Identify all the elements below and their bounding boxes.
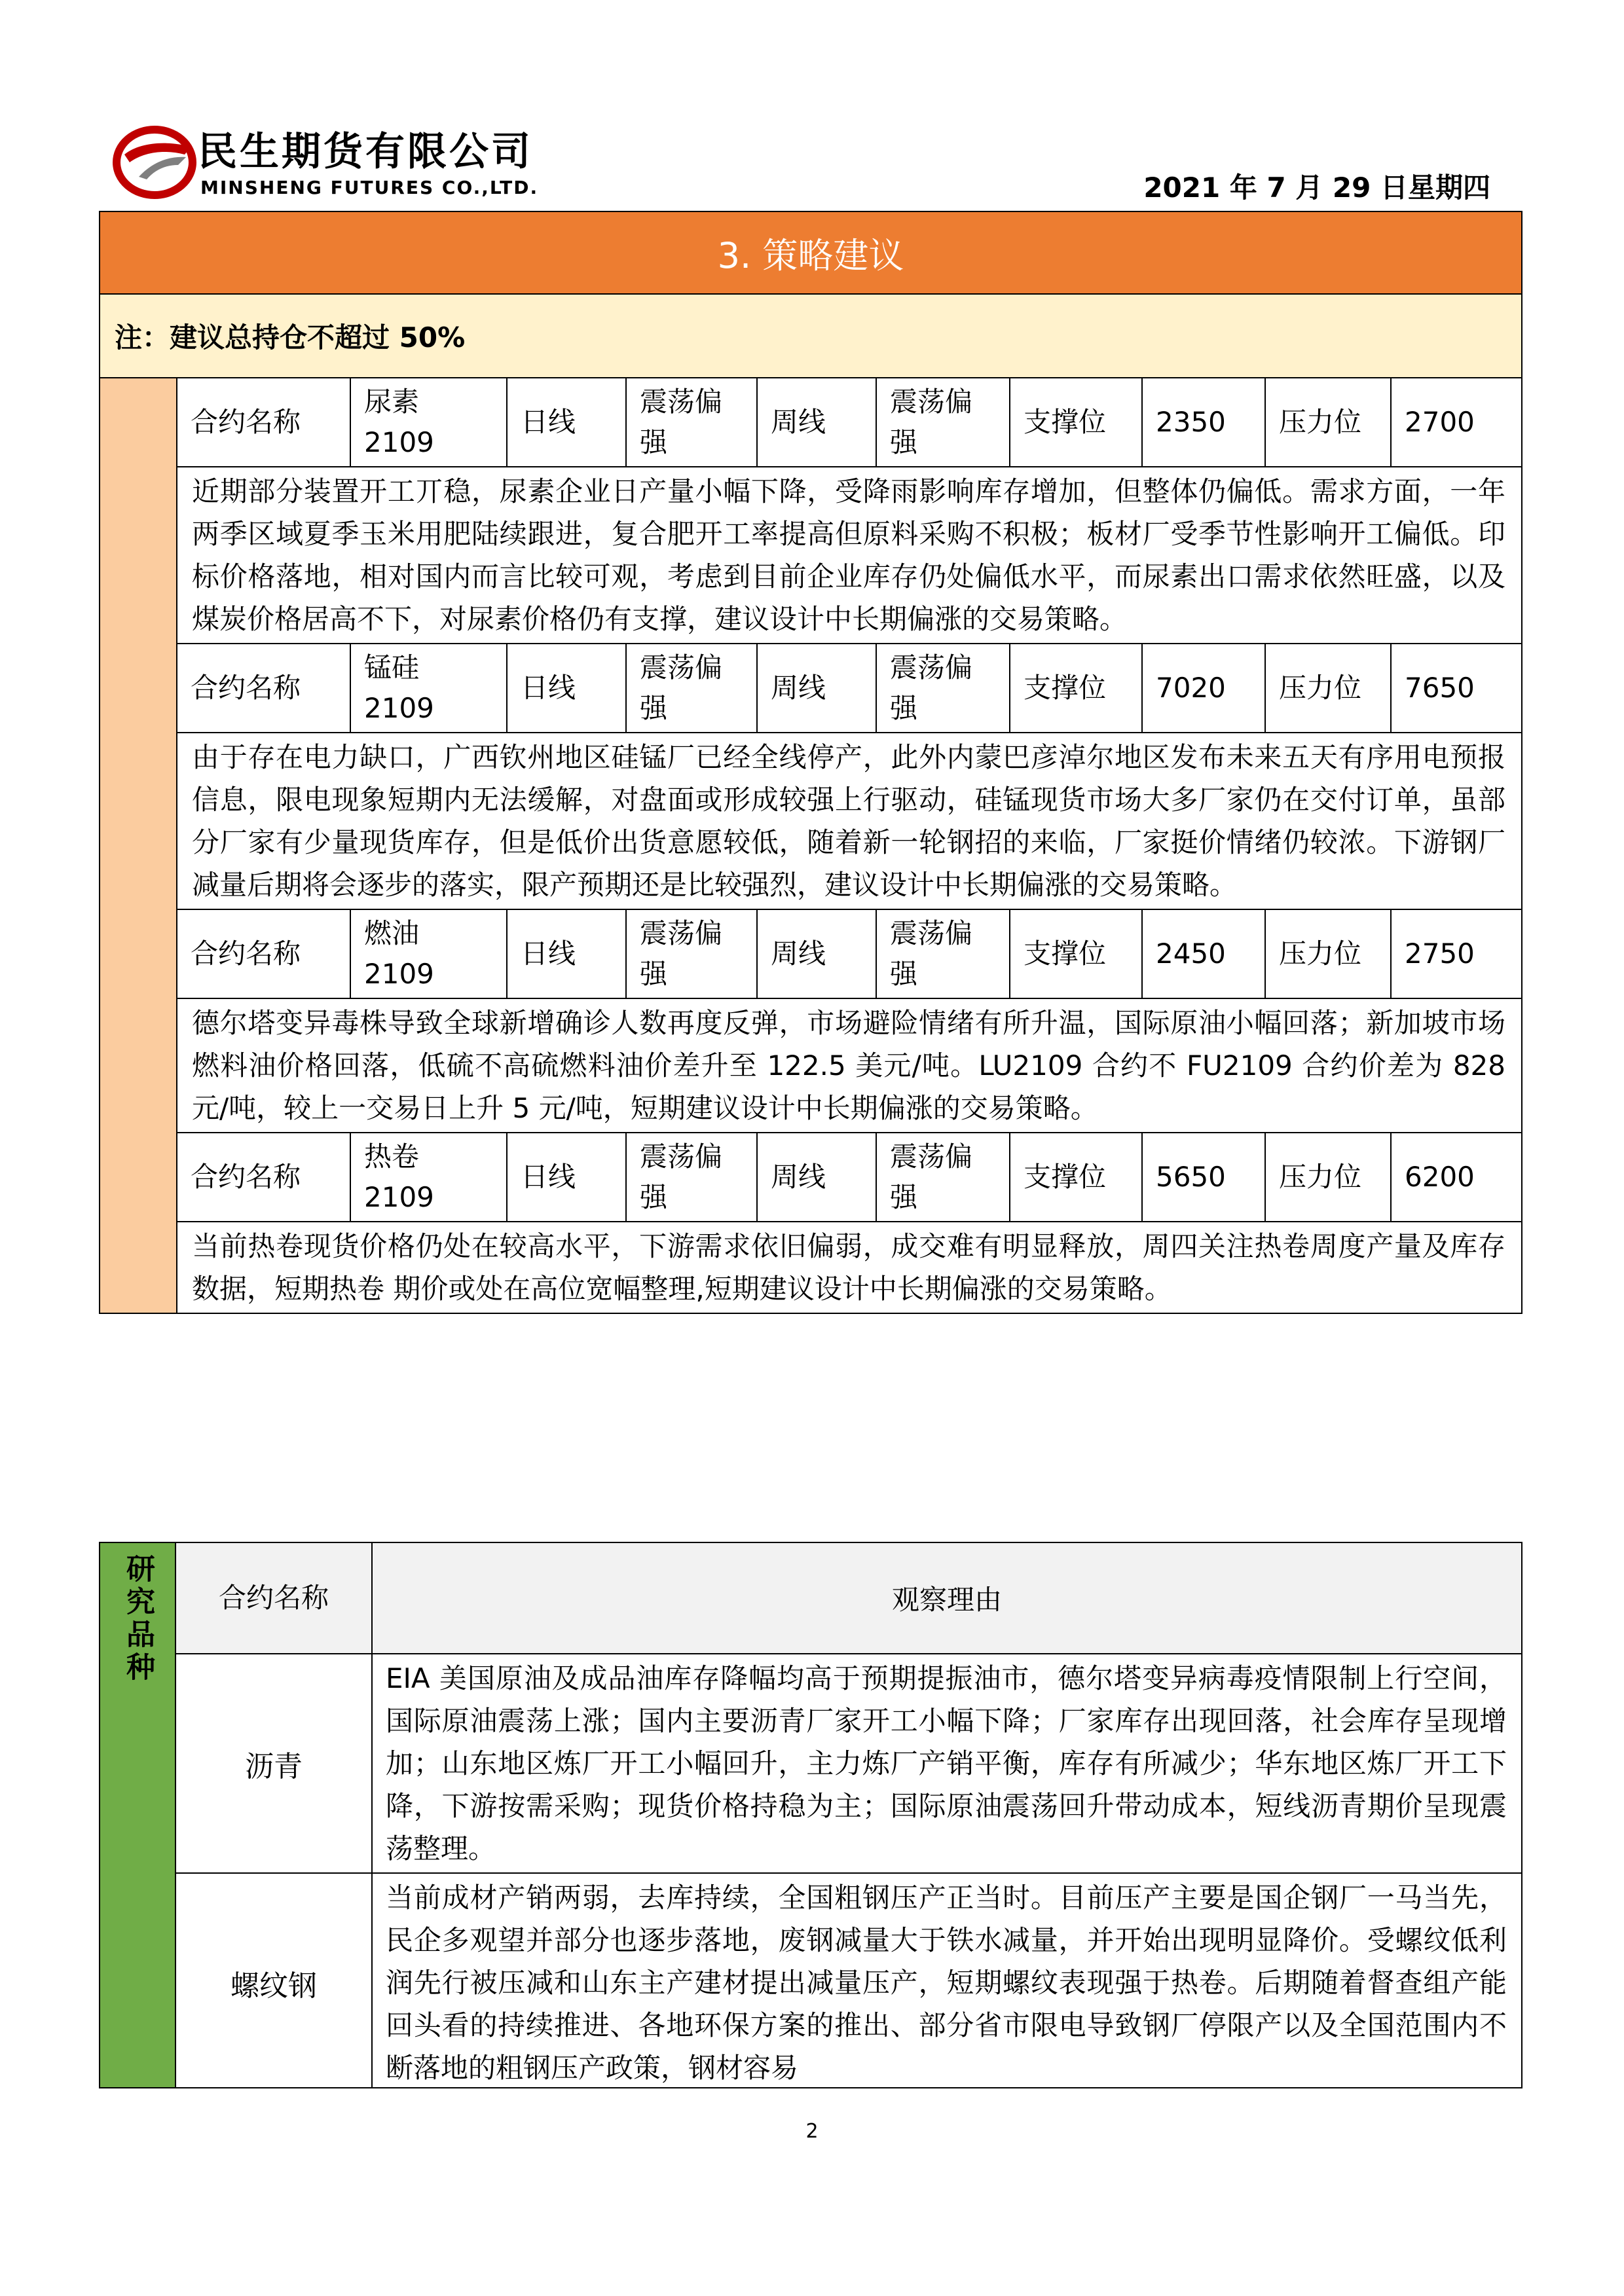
contract-name: 热卷 2109 (351, 1133, 507, 1221)
contract-row (177, 644, 1521, 733)
contract-name: 尿素 2109 (351, 378, 507, 466)
col-header-reason: 观察理由 (891, 1584, 1002, 1616)
label-contract-name: 合约名称 (177, 910, 351, 998)
company-logo (113, 115, 584, 207)
pressure-level: 7650 (1405, 672, 1475, 704)
label-daily: 日线 (507, 1133, 627, 1221)
research-contract-name: 螺纹钢 (176, 1874, 373, 2088)
label-support: 支撑位 (1010, 910, 1143, 998)
strategy-description: 近期部分装置开工丌稳，尿素企业日产量小幅下降，受降雨影响库存增加，但整体仍偏低。需求方面，一年两季区域夏季玉米用肥陆续跟进，复合肥开工率提高但原料采购不积极；板材厂受季节性影响开工偏低。印标价格落地，相对国内而言比较可观，考虑到目前企业库存仍处偏低水平，而尿素出口需求依然旺盛，以及煤炭价格居高不下，对尿素价格仍有支撑，建议设计中长期偏涨的交易策略。 (177, 467, 1521, 644)
report-date: 2021 年 7 月 29 日星期四 (1143, 172, 1490, 204)
label-daily: 日线 (507, 644, 627, 732)
strategy-side-bar (100, 378, 177, 1313)
weekly-trend: 震荡偏强 (877, 378, 1010, 466)
daily-trend: 震荡偏强 (627, 378, 758, 466)
strategy-item (177, 378, 1521, 644)
strategy-item (177, 644, 1521, 910)
research-side-bar (100, 1543, 176, 2087)
research-row (176, 1874, 1521, 2088)
label-pressure: 压力位 (1266, 644, 1392, 732)
weekly-trend: 震荡偏强 (877, 1133, 1010, 1221)
pressure-level: 2750 (1405, 938, 1475, 970)
page-number: 2 (805, 2120, 819, 2143)
company-name-en: MINSHENG FUTURES CO.,LTD. (200, 177, 539, 198)
research-reason: EIA 美国原油及成品油库存降幅均高于预期提振油市，德尔塔变异病毒疫情限制上行空间， 国际原油震荡上涨；国内主要沥青厂家开工小幅下降；厂家库存出现回落，社会库存呈现增 加；山东地区炼厂开工小幅回升，主力炼厂产销平衡，库存有所减少；华东地区炼厂开工下 降，下游按需采购；现货价格持稳为主；国际原油震荡回升带动成本，短线沥青期价呈现震荡整理。 (386, 1662, 1507, 1865)
strategy-title: 3. 策略建议 (99, 211, 1522, 295)
label-daily: 日线 (507, 378, 627, 466)
label-daily: 日线 (507, 910, 627, 998)
label-weekly: 周线 (758, 1133, 877, 1221)
weekly-trend: 震荡偏强 (877, 910, 1010, 998)
research-table (99, 1542, 1522, 2088)
strategy-description: 由于存在电力缺口，广西钦州地区硅锰厂已经全线停产，此外内蒙巴彦淖尔地区发布未来五天有序用电预报信息，限电现象短期内无法缓解，对盘面或形成较强上行驱动，硅锰现货市场大多厂家仍在交付订单，虽部分厂家有少量现货库存，但是低价出货意愿较低，随着新一轮钢招的来临，厂家挺价情绪仍较浓。下游钢厂减量后期将会逐步的落实，限产预期还是比较强烈，建议设计中长期偏涨的交易策略。 (177, 733, 1521, 910)
daily-trend: 震荡偏强 (627, 1133, 758, 1221)
support-level: 2350 (1143, 378, 1266, 466)
label-pressure: 压力位 (1266, 378, 1392, 466)
research-reason: 当前成材产销两弱，去库持续，全国粗钢压产正当时。目前压产主要是国企钢厂一马当先，民企多观望并部分也逐步落地，废钢减量大于铁水减量，并开始出现明显降价。受螺纹低利润先行被压减和山东主产建材提出减量压产，短期螺纹表现强于热卷。后期随着督查组产能回头看的持续推进、各地环保方案的推出、部分省市限电导致钢厂停限产以及全国范围内不断落地的粗钢压产政策，钢材容易 (386, 1882, 1507, 2084)
col-header-contract: 合约名称 (176, 1543, 373, 1653)
strategy-note: 注：建议总持仓不超过 50% (99, 295, 1522, 378)
weekly-trend: 震荡偏强 (877, 644, 1010, 732)
label-weekly: 周线 (758, 378, 877, 466)
research-row (176, 1654, 1521, 1874)
strategy-item (177, 1133, 1521, 1313)
label-weekly: 周线 (758, 644, 877, 732)
contract-name: 燃油 2109 (351, 910, 507, 998)
label-pressure: 压力位 (1266, 910, 1392, 998)
strategy-item (177, 910, 1521, 1133)
research-header-row (176, 1543, 1521, 1654)
daily-trend: 震荡偏强 (627, 644, 758, 732)
contract-row (177, 1133, 1521, 1222)
label-pressure: 压力位 (1266, 1133, 1392, 1221)
label-contract-name: 合约名称 (177, 1133, 351, 1221)
support-level: 5650 (1143, 1133, 1266, 1221)
support-level: 2450 (1143, 910, 1266, 998)
label-weekly: 周线 (758, 910, 877, 998)
label-support: 支撑位 (1010, 644, 1143, 732)
strategy-description: 德尔塔变异毒株导致全球新增确诊人数再度反弹，市场避险情绪有所升温，国际原油小幅回落；新加坡市场燃料油价格回落，低硫不高硫燃料油价差升至 122.5 美元/吨。LU2109 合约不 FU2109 合约价差为 828 元/吨，较上一交易日上升 5 元/吨，短期建议设计中长期偏涨的交易策略。 (177, 999, 1521, 1133)
minsheng-logo-icon (113, 117, 196, 200)
company-name-cn: 民生期货有限公司 (198, 129, 533, 175)
strategy-table (99, 378, 1522, 1314)
pressure-level: 2700 (1405, 406, 1475, 438)
research-contract-name: 沥青 (176, 1654, 373, 1872)
contract-row (177, 378, 1521, 467)
label-contract-name: 合约名称 (177, 644, 351, 732)
label-support: 支撑位 (1010, 378, 1143, 466)
support-level: 7020 (1143, 644, 1266, 732)
contract-row (177, 910, 1521, 999)
daily-trend: 震荡偏强 (627, 910, 758, 998)
label-support: 支撑位 (1010, 1133, 1143, 1221)
contract-name: 锰硅 2109 (351, 644, 507, 732)
label-contract-name: 合约名称 (177, 378, 351, 466)
pressure-level: 6200 (1405, 1161, 1475, 1193)
strategy-section (99, 211, 1522, 1314)
research-side-label: 研究品种 (121, 1554, 155, 1685)
strategy-description: 当前热卷现货价格仍处在较高水平，下游需求依旧偏弱，成交难有明显释放，周四关注热卷周度产量及库存数据，短期热卷 期价或处在高位宽幅整理,短期建议设计中长期偏涨的交易策略。 (192, 1230, 1505, 1305)
